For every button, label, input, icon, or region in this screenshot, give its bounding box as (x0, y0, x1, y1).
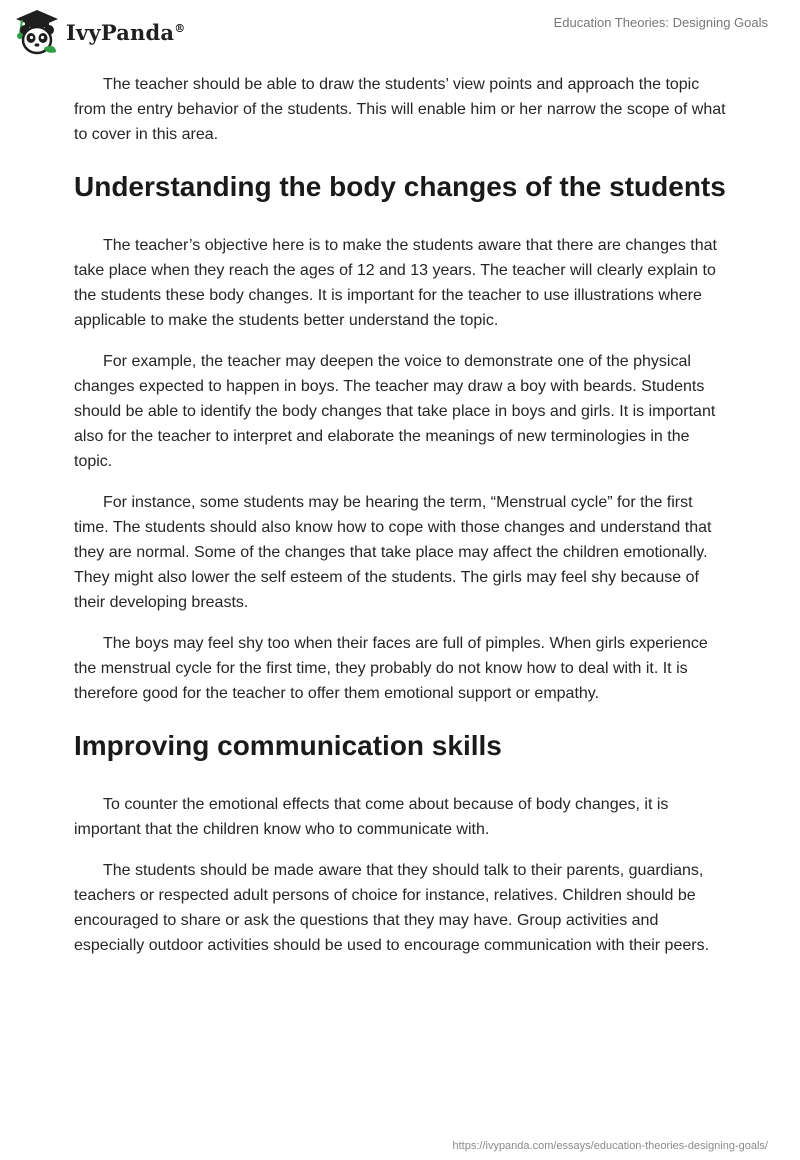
source-url-link[interactable]: https://ivypanda.com/essays/education-theories-designing-goals/ (452, 1140, 768, 1152)
document-title: Education Theories: Designing Goals (553, 15, 768, 30)
section-heading-body-changes: Understanding the body changes of the students (74, 171, 726, 202)
paragraph: The boys may feel shy too when their faces are full of pimples. When girls experience the menstrual cycle for the first time, they probably do not know how to deal with it. It is therefore good for the teacher to offer them emotional support or empathy. (74, 635, 708, 702)
article-body (74, 72, 726, 974)
brand-name: IvyPanda® (66, 19, 186, 45)
paragraph: To counter the emotional effects that come about because of body changes, it is important that the children know who to communicate with. (74, 796, 669, 838)
paragraph: For example, the teacher may deepen the voice to demonstrate one of the physical changes expected to happen in boys. The teacher may draw a boy with beards. Students should be able to identify the body changes that take place in boys and girls. It is important also for the teacher to interpret and elaborate the meanings of new terminologies in the topic. (74, 353, 716, 470)
ivypanda-logo[interactable] (14, 8, 185, 56)
paragraph: The students should be made aware that they should talk to their parents, guardians, teachers or respected adult persons of choice for instance, relatives. Children should be encouraged to share or ask the questions that they may have. Group activities and especially outdoor activities should be used to encourage communication with their peers. (74, 862, 710, 954)
page-header (0, 0, 800, 60)
paragraph: For instance, some students may be hearing the term, “Menstrual cycle” for the first time. The students should also know how to cope with those changes and understand that they are normal. Some of the changes that take place may affect the children emotionally. They might also lower the self esteem of the students. The girls may feel shy because of their developing breasts. (74, 494, 712, 611)
panda-graduate-icon (14, 8, 60, 56)
paragraph: The teacher’s objective here is to make the students aware that there are changes that take place when they reach the ages of 12 and 13 years. The teacher will clearly explain to the students these body changes. It is important for the teacher to use illustrations where applicable to make the students better understand the topic. (74, 237, 717, 329)
intro-paragraph: The teacher should be able to draw the students’ view points and approach the topic from the entry behavior of the students. This will enable him or her narrow the scope of what to cover in this area. (74, 76, 726, 143)
section-heading-communication: Improving communication skills (74, 730, 502, 761)
